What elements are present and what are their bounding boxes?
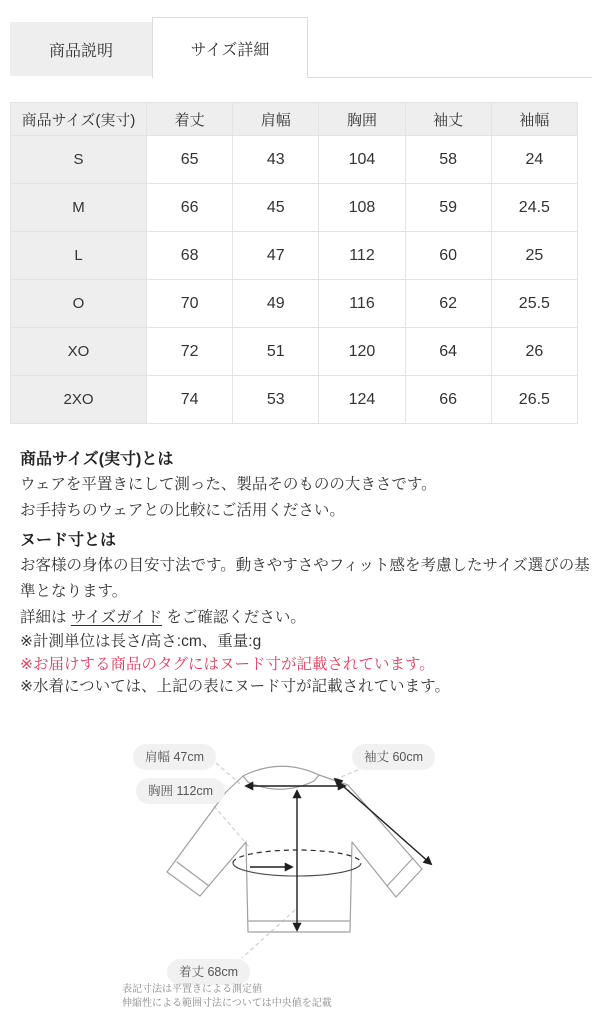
- actual-size-section: [20, 448, 590, 524]
- column-header: 着丈: [147, 103, 233, 136]
- value-cell: 124: [319, 376, 405, 424]
- value-cell: 49: [233, 280, 319, 328]
- nude-size-section: [20, 529, 590, 631]
- value-cell: 43: [233, 136, 319, 184]
- value-cell: 51: [233, 328, 319, 376]
- measurement-diagram: [0, 728, 600, 1027]
- value-cell: 120: [319, 328, 405, 376]
- size-guide-prefix: 詳細は: [20, 609, 71, 626]
- nude-size-body: お客様の身体の目安寸法です。動きやすさやフィット感を考慮したサイズ選びの基準となります。: [20, 557, 590, 600]
- garment-diagram-svg: [90, 730, 520, 1010]
- actual-size-line1: ウェアを平置きにして測った、製品そのものの大きさです。: [20, 476, 437, 493]
- diagram-footnotes: [122, 983, 332, 1011]
- value-cell: 53: [233, 376, 319, 424]
- size-table-header-row: [11, 103, 578, 136]
- diagram-footnote-1: 表記寸法は平置きによる測定値: [122, 984, 262, 995]
- tab-size-details-label: サイズ詳細: [190, 41, 270, 59]
- value-cell: 70: [147, 280, 233, 328]
- column-header: 商品サイズ(実寸): [11, 103, 147, 136]
- actual-size-line2: お手持ちのウェアとの比較にご活用ください。: [20, 502, 345, 519]
- size-guide-suffix: をご確認ください。: [162, 609, 306, 626]
- value-cell: 24: [491, 136, 577, 184]
- size-guide-line: [20, 605, 590, 631]
- size-cell: O: [11, 280, 147, 328]
- size-cell: M: [11, 184, 147, 232]
- value-cell: 104: [319, 136, 405, 184]
- size-cell: 2XO: [11, 376, 147, 424]
- note-tag-nude-size: ※お届けする商品のタグにはヌード寸が記載されています。: [20, 655, 435, 673]
- nude-size-heading: ヌード寸とは: [20, 532, 117, 549]
- value-cell: 25.5: [491, 280, 577, 328]
- value-cell: 112: [319, 232, 405, 280]
- value-cell: 62: [405, 280, 491, 328]
- column-header: 胸囲: [319, 103, 405, 136]
- column-header: 袖幅: [491, 103, 577, 136]
- size-table-body: [11, 136, 578, 424]
- value-cell: 65: [147, 136, 233, 184]
- value-cell: 47: [233, 232, 319, 280]
- diagram-footnote-2: 伸縮性による範囲寸法については中央値を記載: [122, 998, 332, 1009]
- table-row: [11, 376, 578, 424]
- size-cell: XO: [11, 328, 147, 376]
- tab-bottom-rule: [308, 77, 592, 78]
- value-cell: 66: [147, 184, 233, 232]
- value-cell: 74: [147, 376, 233, 424]
- value-cell: 116: [319, 280, 405, 328]
- value-cell: 24.5: [491, 184, 577, 232]
- value-cell: 60: [405, 232, 491, 280]
- value-cell: 26.5: [491, 376, 577, 424]
- size-cell: L: [11, 232, 147, 280]
- chest-girth-label: 胸囲 112cm: [136, 778, 225, 804]
- notes-block: [20, 631, 450, 699]
- tab-product-description[interactable]: [10, 22, 152, 76]
- value-cell: 108: [319, 184, 405, 232]
- value-cell: 58: [405, 136, 491, 184]
- column-header: 袖丈: [405, 103, 491, 136]
- value-cell: 66: [405, 376, 491, 424]
- value-cell: 59: [405, 184, 491, 232]
- body-length-label: 着丈 68cm: [167, 959, 250, 985]
- tab-product-description-label: 商品説明: [48, 42, 113, 60]
- value-cell: 72: [147, 328, 233, 376]
- table-row: [11, 328, 578, 376]
- value-cell: 68: [147, 232, 233, 280]
- value-cell: 25: [491, 232, 577, 280]
- size-guide-link[interactable]: サイズガイド: [70, 609, 163, 626]
- actual-size-heading: 商品サイズ(実寸)とは: [20, 451, 174, 468]
- table-row: [11, 232, 578, 280]
- leader-lines: [214, 763, 358, 958]
- column-header: 肩幅: [233, 103, 319, 136]
- note-swimwear: ※水着については、上記の表にヌード寸が記載されています。: [20, 678, 450, 695]
- table-row: [11, 280, 578, 328]
- sleeve-length-label: 袖丈 60cm: [352, 744, 435, 770]
- sleeve-length-arrow: [335, 779, 431, 864]
- shoulder-width-label: 肩幅 47cm: [133, 744, 216, 770]
- size-table: [10, 102, 578, 424]
- table-row: [11, 136, 578, 184]
- note-measure-unit: ※計測単位は長さ/高さ:cm、重量:g: [20, 633, 262, 650]
- tab-size-details[interactable]: [152, 17, 308, 78]
- value-cell: 45: [233, 184, 319, 232]
- value-cell: 64: [405, 328, 491, 376]
- size-cell: S: [11, 136, 147, 184]
- table-row: [11, 184, 578, 232]
- value-cell: 26: [491, 328, 577, 376]
